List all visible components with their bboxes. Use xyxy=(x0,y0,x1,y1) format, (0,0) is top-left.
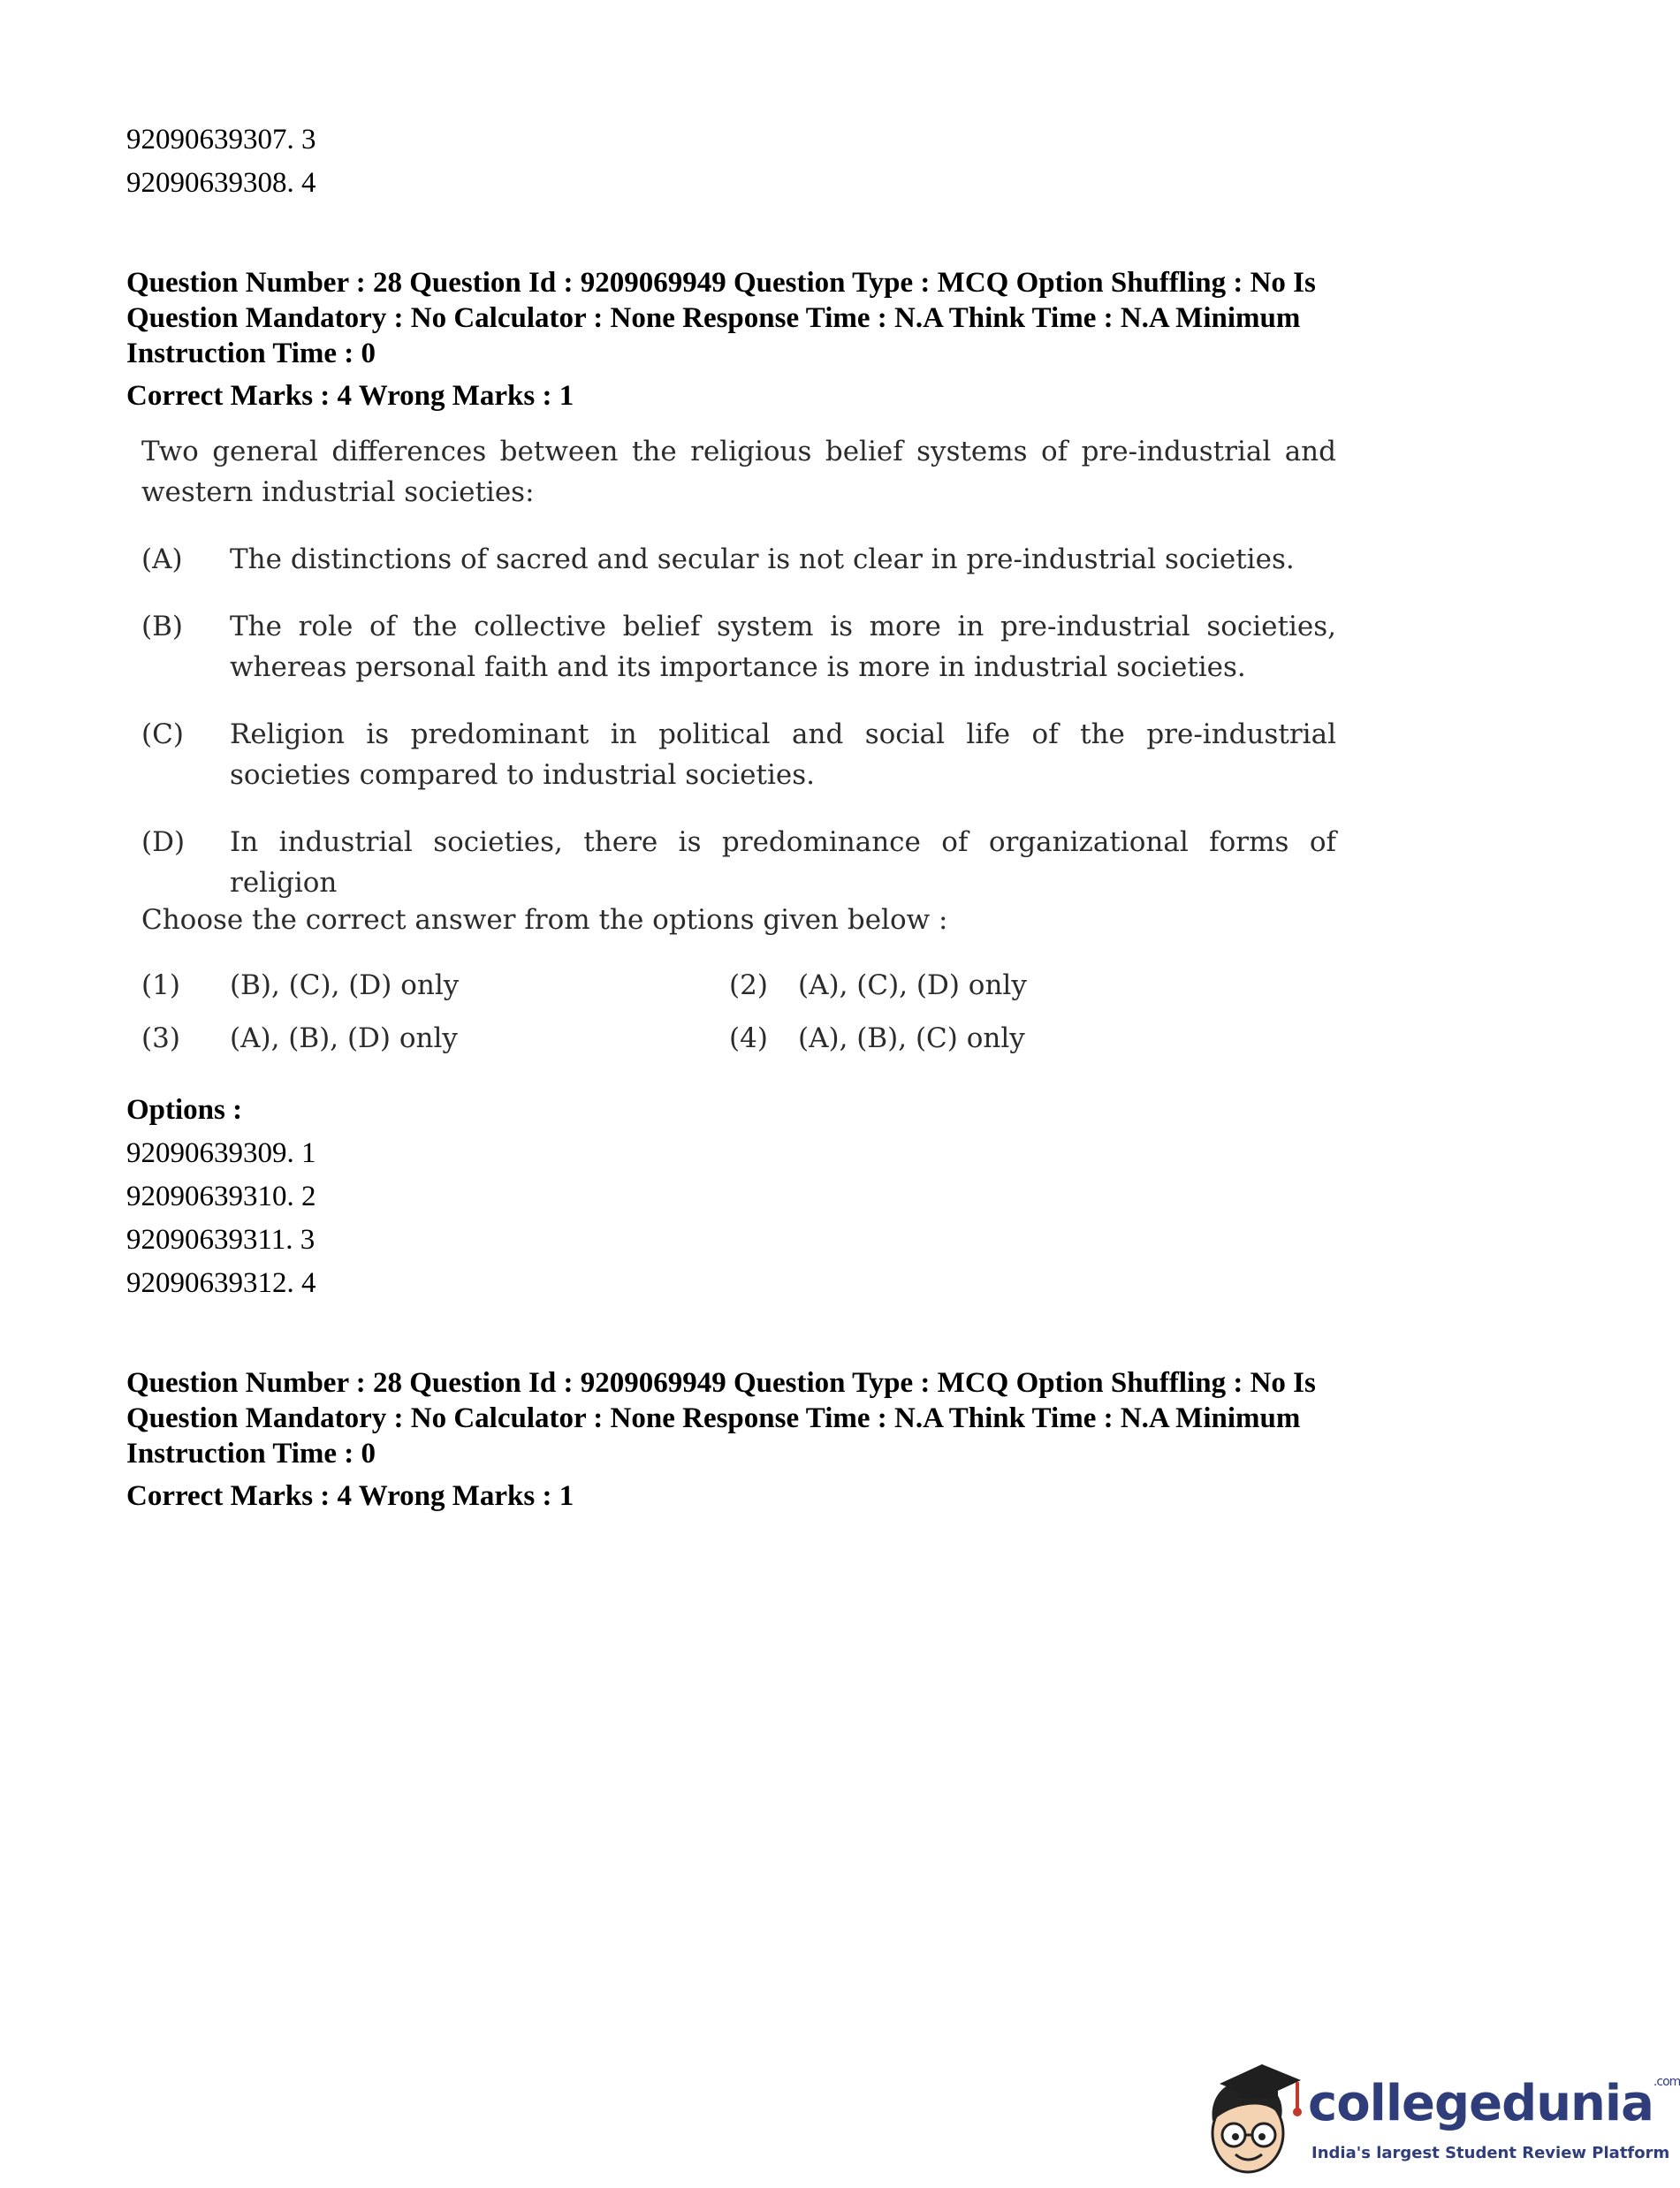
question-image xyxy=(141,431,1343,1067)
statement-label: (C) xyxy=(141,718,184,750)
answer-instruction: Choose the correct answer from the options given below : xyxy=(141,904,948,936)
answer-text: (A), (B), (D) only xyxy=(230,1022,458,1054)
answer-choice xyxy=(141,1018,458,1059)
brand-tagline: India's largest Student Review Platform xyxy=(1311,2144,1670,2162)
option-line: 92090639312. 4 xyxy=(126,1267,316,1299)
answer-choice xyxy=(729,1018,1025,1059)
marks-line: Correct Marks : 4 Wrong Marks : 1 xyxy=(126,380,574,412)
statement-label: (B) xyxy=(141,611,183,642)
statement-label: (A) xyxy=(141,543,183,575)
option-line: 92090639309. 1 xyxy=(126,1137,316,1169)
mascot-icon xyxy=(1193,2059,1308,2183)
answer-number: (3) xyxy=(141,1022,180,1054)
answer-text: (A), (C), (D) only xyxy=(798,969,1027,1001)
option-line: 92090639308. 4 xyxy=(126,167,316,199)
option-line: 92090639310. 2 xyxy=(126,1181,316,1212)
statement-label: (D) xyxy=(141,826,186,858)
statement-text: The role of the collective belief system is more in pre-industrial societies, whereas personal faith and its importance is more in industrial societies. xyxy=(230,611,1336,683)
answer-text: (B), (C), (D) only xyxy=(230,969,460,1001)
answer-number: (2) xyxy=(729,969,768,1001)
answer-choice xyxy=(729,965,1027,1006)
collegedunia-logo xyxy=(1193,2059,1680,2183)
option-line: 92090639311. 3 xyxy=(126,1224,315,1256)
brand-name: collegedunia$^{.com}$ xyxy=(1308,2075,1680,2132)
answer-text: (A), (B), (C) only xyxy=(798,1022,1025,1054)
question-stem: Two general differences between the religious belief systems of pre-industrial and western industrial societies: xyxy=(141,436,1336,508)
question-meta: Question Number : 28 Question Id : 9209069949 Question Type : MCQ Option Shuffling : No Is Question Mandatory : No Calculator : None Response Time : N.A Think Time : N.A Minimum Instruction Time : 0 xyxy=(126,1367,1316,1470)
answer-choice xyxy=(141,965,459,1006)
question-meta: Question Number : 28 Question Id : 9209069949 Question Type : MCQ Option Shuffling : No Is Question Mandatory : No Calculator : None Response Time : N.A Think Time : N.A Minimum Instruction Time : 0 xyxy=(126,267,1316,369)
option-line: 92090639307. 3 xyxy=(126,124,316,156)
options-heading: Options : xyxy=(126,1094,243,1126)
statement-text: In industrial societies, there is predominance of organizational forms of religion xyxy=(230,826,1336,899)
answer-number: (4) xyxy=(729,1022,768,1054)
answer-number: (1) xyxy=(141,969,180,1001)
marks-line: Correct Marks : 4 Wrong Marks : 1 xyxy=(126,1480,574,1512)
statement-text: The distinctions of sacred and secular is not clear in pre-industrial societies. xyxy=(230,543,1295,575)
statement-text: Religion is predominant in political and social life of the pre-industrial societies compared to industrial societies. xyxy=(230,718,1336,791)
brand-domain: .com xyxy=(1653,2075,1680,2089)
